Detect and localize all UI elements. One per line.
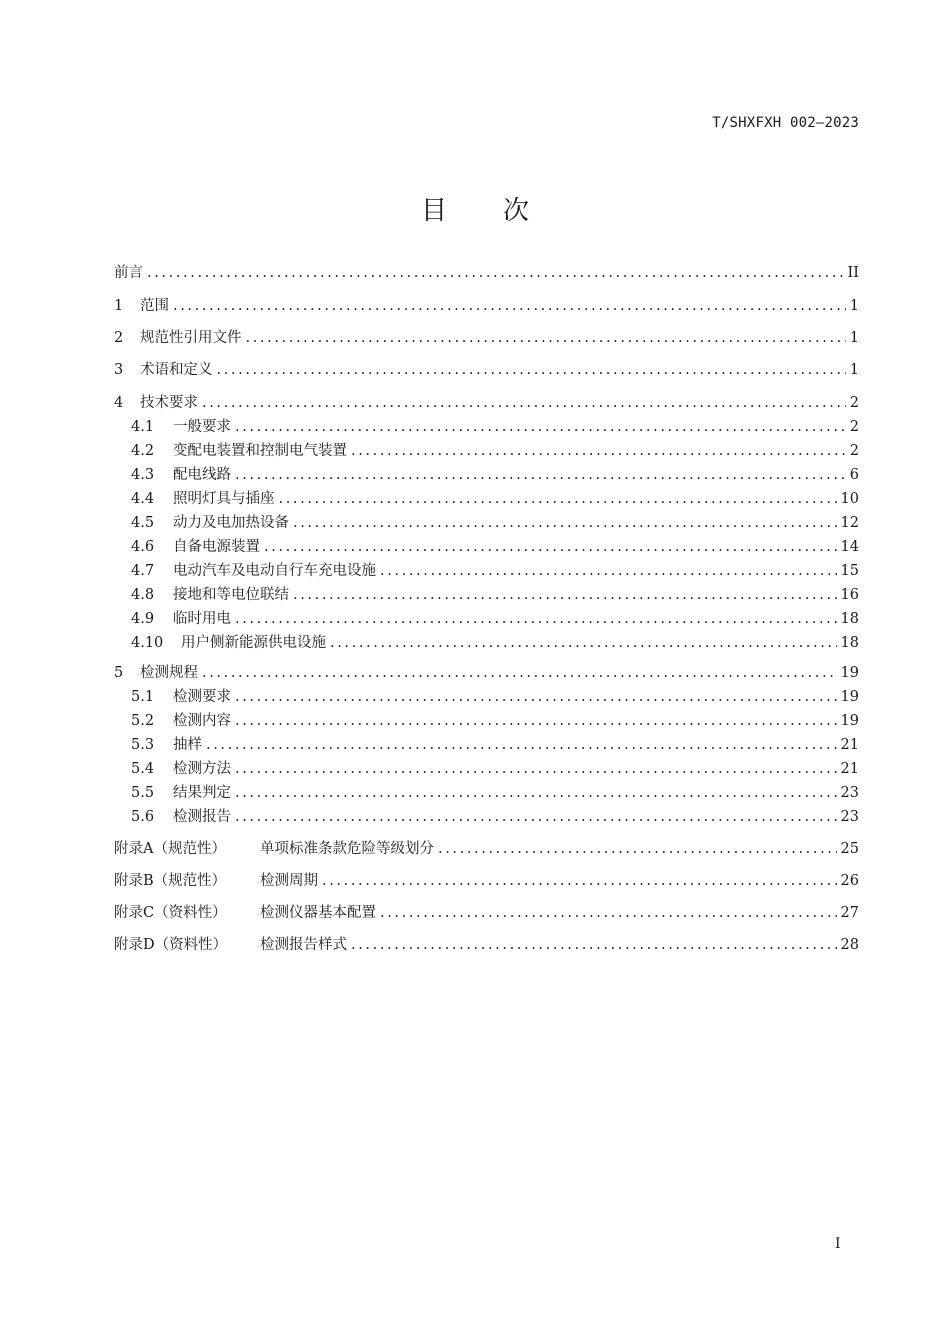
toc-entry-page: 15 [840,563,859,579]
toc-entry-number: 附录D（资料性） [114,937,228,953]
toc-entry-label: 检测内容 [173,713,231,729]
toc-entry-page: 23 [840,785,859,801]
toc-entry-number: 附录B（规范性） [114,873,227,889]
toc-entry[interactable] [114,935,859,955]
toc-leader-dots [202,393,846,413]
toc-entry[interactable] [131,489,859,509]
toc-entry[interactable] [114,393,859,413]
toc-entry-page: 25 [840,841,859,857]
toc-entry-number: 4.9 [131,611,155,627]
toc-entry-page: 19 [840,689,859,705]
toc-entry-page: 2 [849,443,859,459]
toc-entry-label: 范围 [140,298,169,314]
toc-entry[interactable] [131,735,859,755]
toc-entry-page: 6 [849,467,859,483]
toc-entry-label: 单项标准条款危险等级划分 [260,841,434,857]
toc-leader-dots [293,513,837,533]
toc-entry[interactable] [114,263,859,283]
toc-leader-dots [206,735,837,755]
toc-entry-number: 5.6 [131,809,155,825]
toc-entry-page: 19 [840,713,859,729]
toc-entry-page: 14 [840,539,859,555]
toc-entry-label: 动力及电加热设备 [173,515,289,531]
toc-entry-number: 2 [114,330,124,346]
toc-leader-dots [235,687,837,707]
toc-entry[interactable] [131,711,859,731]
toc-entry-page: 12 [840,515,859,531]
toc-leader-dots [235,417,846,437]
toc-entry-number: 4.6 [131,539,155,555]
toc-leader-dots [235,609,837,629]
toc-leader-dots [235,807,837,827]
toc-entry[interactable] [131,633,859,653]
toc-entry-page: 18 [840,635,859,651]
toc-entry-number: 5.3 [131,737,155,753]
toc-entry-page: II [847,265,859,281]
toc-entry-label: 检测规程 [140,665,198,681]
toc-entry-label: 术语和定义 [140,362,213,378]
toc-entry-number: 4 [114,395,124,411]
toc-entry-page: 28 [840,937,859,953]
footer-page-number: I [835,1236,841,1252]
toc-entry-number: 4.7 [131,563,155,579]
toc-entry[interactable] [114,328,859,348]
toc-entry-label: 检测仪器基本配置 [260,905,376,921]
document-code: T/SHXFXH 002—2023 [712,115,859,131]
toc-entry-label: 电动汽车及电动自行车充电设施 [173,563,376,579]
toc-leader-dots [380,561,837,581]
toc-leader-dots [246,328,846,348]
toc-entry-page: 10 [840,491,859,507]
toc-entry[interactable] [131,441,859,461]
toc-entry-label: 检测要求 [173,689,231,705]
toc-entry[interactable] [114,839,859,859]
toc-entry[interactable] [114,360,859,380]
toc-entry[interactable] [131,417,859,437]
toc-leader-dots [322,871,837,891]
toc-leader-dots [351,935,837,955]
toc-entry-label: 前言 [114,265,143,281]
toc-entry[interactable] [131,783,859,803]
toc-entry[interactable] [114,871,859,891]
toc-leader-dots [293,585,837,605]
toc-leader-dots [147,263,844,283]
toc-entry-label: 检测报告 [173,809,231,825]
toc-entry-label: 用户侧新能源供电设施 [181,635,326,651]
toc-entry-number: 5.2 [131,713,155,729]
toc-leader-dots [351,441,846,461]
toc-entry-label: 照明灯具与插座 [173,491,275,507]
toc-entry-page: 2 [849,395,859,411]
toc-leader-dots [173,296,846,316]
toc-entry[interactable] [131,465,859,485]
toc-entry-number: 5.1 [131,689,155,705]
toc-entry-number: 附录A（规范性） [114,841,226,857]
toc-entry-page: 21 [840,737,859,753]
toc-entry-label: 临时用电 [173,611,231,627]
toc-entry-page: 21 [840,761,859,777]
toc-leader-dots [235,759,837,779]
toc-entry[interactable] [114,663,859,683]
toc-entry[interactable] [131,513,859,533]
toc-entry-page: 26 [840,873,859,889]
toc-entry-page: 23 [840,809,859,825]
toc-entry-page: 1 [849,362,859,378]
toc-entry-label: 配电线路 [173,467,231,483]
toc-entry-label: 技术要求 [140,395,198,411]
toc-entry-number: 5.5 [131,785,155,801]
toc-leader-dots [279,489,837,509]
toc-leader-dots [264,537,837,557]
toc-leader-dots [438,839,837,859]
toc-entry-page: 18 [840,611,859,627]
toc-entry[interactable] [131,561,859,581]
toc-leader-dots [235,711,837,731]
toc-entry-page: 16 [840,587,859,603]
toc-entry[interactable] [131,609,859,629]
toc-entry-number: 4.2 [131,443,155,459]
toc-entry-number: 3 [114,362,124,378]
toc-entry-number: 5 [114,665,124,681]
toc-entry-page: 19 [840,665,859,681]
toc-entry-number: 4.5 [131,515,155,531]
toc-entry-label: 抽样 [173,737,202,753]
toc-leader-dots [235,465,846,485]
toc-entry[interactable] [131,585,859,605]
toc-entry-page: 1 [849,298,859,314]
toc-entry[interactable] [131,537,859,557]
toc-entry-number: 4.3 [131,467,155,483]
toc-entry-page: 27 [840,905,859,921]
toc-leader-dots [235,783,837,803]
toc-entry[interactable] [114,296,859,316]
toc-entry-label: 结果判定 [173,785,231,801]
toc-entry-label: 检测方法 [173,761,231,777]
toc-entry-number: 附录C（资料性） [114,905,227,921]
toc-entry-number: 1 [114,298,124,314]
toc-leader-dots [380,903,837,923]
toc-entry-label: 自备电源装置 [173,539,260,555]
toc-entry-label: 接地和等电位联结 [173,587,289,603]
toc-entry[interactable] [114,903,859,923]
toc-leader-dots [330,633,837,653]
toc-entry[interactable] [131,687,859,707]
page-title: 目次 [420,196,585,226]
toc-leader-dots [217,360,846,380]
toc-entry-label: 检测报告样式 [260,937,347,953]
toc-entry-page: 2 [849,419,859,435]
toc-entry-label: 变配电装置和控制电气装置 [173,443,347,459]
toc-entry-label: 一般要求 [173,419,231,435]
toc-entry-number: 4.1 [131,419,155,435]
toc-entry-label: 检测周期 [260,873,318,889]
toc-entry[interactable] [131,759,859,779]
toc-entry-number: 4.4 [131,491,155,507]
toc-leader-dots [202,663,837,683]
toc-entry-number: 5.4 [131,761,155,777]
toc-entry[interactable] [131,807,859,827]
toc-entry-label: 规范性引用文件 [140,330,242,346]
toc-entry-number: 4.8 [131,587,155,603]
toc-entry-page: 1 [849,330,859,346]
toc-entry-number: 4.10 [131,635,164,651]
